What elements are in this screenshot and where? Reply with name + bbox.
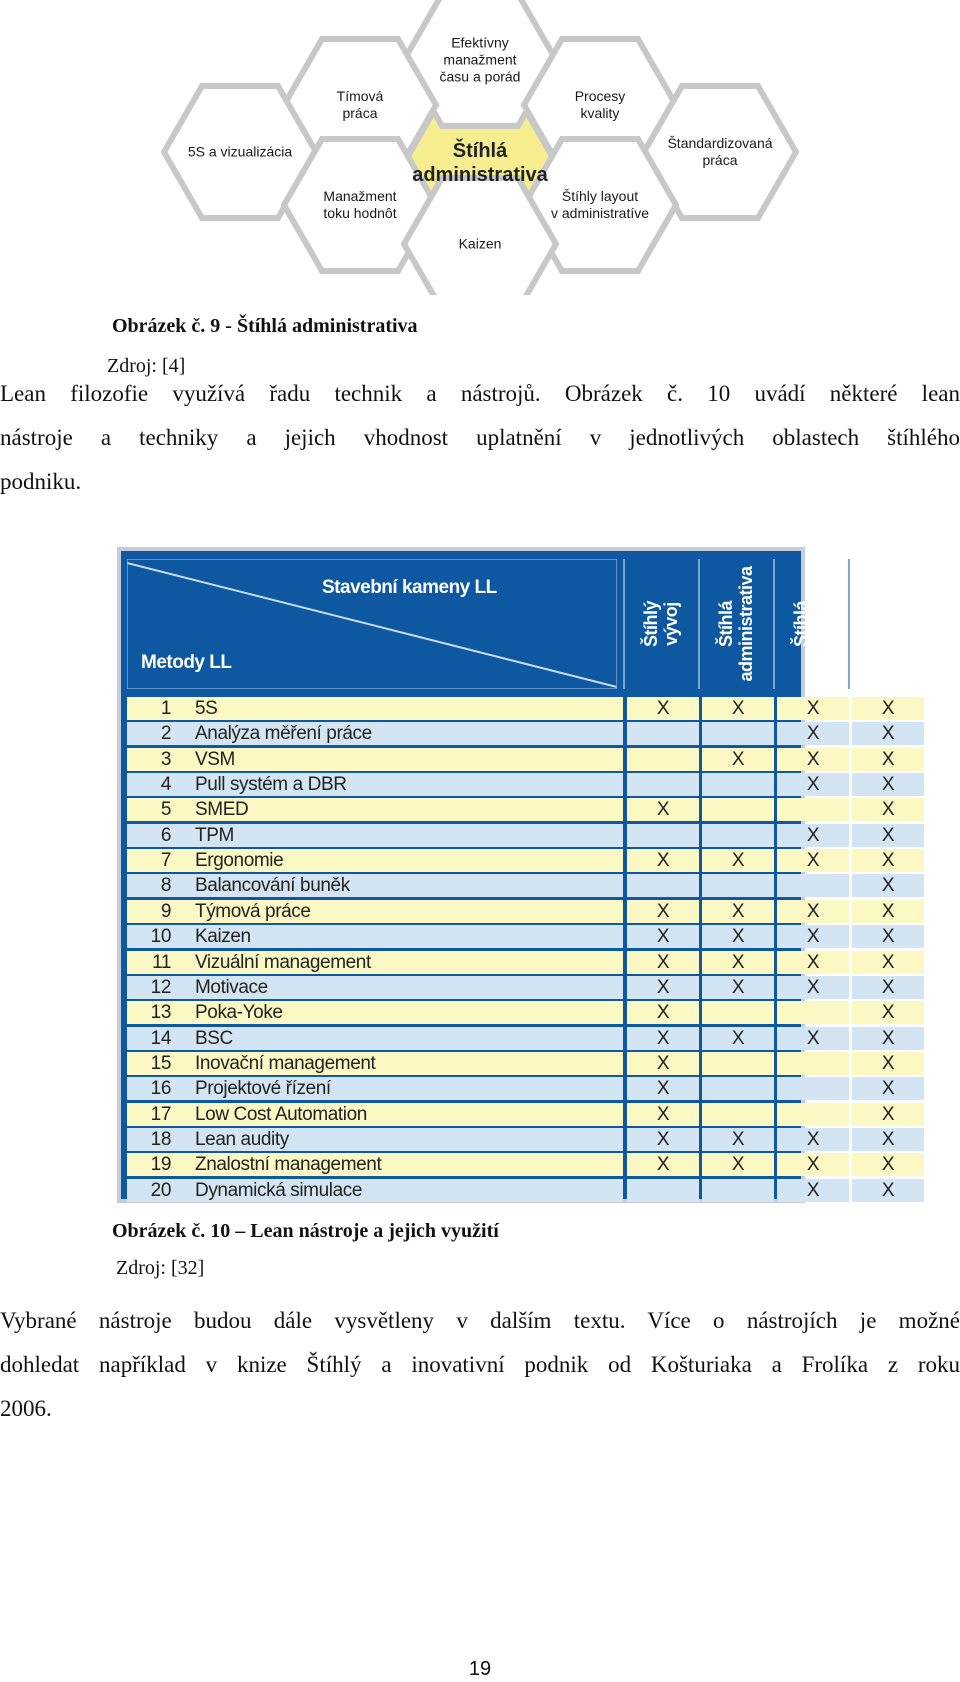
row-mark: X xyxy=(881,976,895,998)
row-mark: X xyxy=(881,1027,895,1049)
figure10-caption: Obrázek č. 10 – Lean nástroje a jejich využití xyxy=(112,1220,499,1242)
row-mark: X xyxy=(806,774,820,796)
row-method-name: 5S xyxy=(195,698,218,719)
row-method-name: Ergonomie xyxy=(195,850,284,872)
table-row xyxy=(127,925,895,950)
row-number: 20 xyxy=(150,1179,171,1201)
table-row xyxy=(127,900,895,925)
row-mark xyxy=(777,1001,849,1024)
row-mark: X xyxy=(806,976,820,998)
row-number: 1 xyxy=(160,698,171,719)
row-mark xyxy=(777,1103,849,1126)
row-mark: X xyxy=(806,951,820,973)
column-header-lean-administration xyxy=(698,559,772,689)
row-method-name: Motivace xyxy=(195,976,268,998)
column-header-lean-logistics xyxy=(773,559,847,689)
row-number: 17 xyxy=(150,1103,171,1125)
table-row xyxy=(127,849,895,874)
page-number: 19 xyxy=(468,1658,492,1680)
row-mark: X xyxy=(881,900,895,922)
row-mark: X xyxy=(806,1179,820,1201)
row-mark: X xyxy=(881,850,895,872)
row-mark: X xyxy=(656,926,670,948)
table-row xyxy=(127,951,895,976)
row-mark: X xyxy=(656,1154,670,1176)
row-number: 12 xyxy=(150,976,171,998)
row-number: 6 xyxy=(160,824,171,846)
row-mark xyxy=(627,722,699,745)
row-mark: X xyxy=(731,926,745,948)
row-mark xyxy=(627,824,699,847)
row-mark: X xyxy=(656,698,670,719)
row-number: 8 xyxy=(160,875,171,897)
paragraph-outro-line: 2006. xyxy=(0,1396,52,1421)
row-mark xyxy=(777,1052,849,1075)
paragraph-intro-line: Lean filozofie využívá řadu technik a nástrojů. Obrázek č. 10 uvádí některé lean xyxy=(0,381,960,406)
row-number: 3 xyxy=(160,748,171,770)
lean-administration-hexagon-diagram xyxy=(120,0,840,295)
row-mark xyxy=(777,874,849,897)
row-mark: X xyxy=(881,748,895,770)
row-mark: X xyxy=(881,799,895,821)
row-mark: X xyxy=(656,1027,670,1049)
row-mark: X xyxy=(731,1128,745,1150)
row-mark xyxy=(702,824,774,847)
row-method-name: Kaizen xyxy=(195,926,251,948)
row-number: 18 xyxy=(150,1128,171,1150)
table-row xyxy=(127,824,895,849)
row-method-name: TPM xyxy=(195,824,234,846)
row-mark: X xyxy=(881,1078,895,1100)
row-mark: X xyxy=(881,774,895,796)
row-mark: X xyxy=(881,1128,895,1150)
row-mark: X xyxy=(656,1052,670,1074)
row-mark: X xyxy=(881,723,895,745)
row-mark: X xyxy=(656,900,670,922)
column-header-lean-development xyxy=(623,559,697,689)
row-mark: X xyxy=(806,748,820,770)
row-mark: X xyxy=(731,900,745,922)
row-mark: X xyxy=(731,976,745,998)
row-mark: X xyxy=(881,1002,895,1024)
row-mark xyxy=(702,798,774,821)
row-mark xyxy=(702,722,774,745)
row-number: 7 xyxy=(160,850,171,872)
paragraph-intro-line: podniku. xyxy=(0,469,82,494)
row-mark: X xyxy=(731,951,745,973)
row-number: 5 xyxy=(160,799,171,821)
table-row xyxy=(127,976,895,1001)
table-row xyxy=(127,748,895,773)
row-number: 4 xyxy=(160,774,171,796)
row-method-name: Lean audity xyxy=(195,1128,289,1150)
row-mark: X xyxy=(806,1154,820,1176)
row-mark: X xyxy=(656,1078,670,1100)
row-mark: X xyxy=(656,799,670,821)
table-row xyxy=(127,1179,895,1204)
row-mark xyxy=(777,798,849,821)
row-mark: X xyxy=(731,748,745,770)
row-method-name: Dynamická simulace xyxy=(195,1179,363,1201)
column-header-lean-production xyxy=(848,559,922,689)
lean-tools-table xyxy=(121,551,906,1201)
row-mark xyxy=(702,1103,774,1126)
row-mark: X xyxy=(731,850,745,872)
row-mark xyxy=(702,1179,774,1202)
row-method-name: VSM xyxy=(195,748,235,770)
hexagon-label-upper-left: Tímová práca xyxy=(336,88,384,121)
row-mark: X xyxy=(656,976,670,998)
row-mark: X xyxy=(806,1027,820,1049)
row-mark: X xyxy=(881,1179,895,1201)
row-mark: X xyxy=(656,1103,670,1125)
row-mark: X xyxy=(881,951,895,973)
row-mark xyxy=(627,874,699,897)
hexagon-label-top: Efektívny manažment času a porád xyxy=(439,34,521,85)
column-header-lean-development-label: Štíhlý vývoj xyxy=(641,600,681,648)
figure10-source: Zdroj: [32] xyxy=(116,1257,205,1279)
row-mark: X xyxy=(881,824,895,846)
row-mark: X xyxy=(731,698,745,719)
hexagon-label-lower-right: Štíhly layout v administratíve xyxy=(550,188,650,221)
paragraph-intro xyxy=(0,372,960,504)
table-row xyxy=(127,1052,895,1077)
row-method-name: Znalostní management xyxy=(195,1154,382,1176)
figure9-caption: Obrázek č. 9 - Štíhlá administrativa xyxy=(112,315,418,337)
row-method-name: BSC xyxy=(195,1027,233,1049)
row-mark: X xyxy=(881,698,895,719)
hexagon-label-lower-left: Manažment toku hodnôt xyxy=(323,188,397,221)
paragraph-outro xyxy=(0,1299,960,1431)
row-number: 10 xyxy=(150,926,171,948)
row-mark: X xyxy=(806,926,820,948)
row-mark xyxy=(702,874,774,897)
paragraph-outro-line: Vybrané nástroje budou dále vysvětleny v dalším textu. Více o nástrojích je možné xyxy=(0,1308,960,1333)
row-mark xyxy=(627,748,699,771)
lean-tools-table-figure xyxy=(117,547,906,1203)
row-mark: X xyxy=(656,1002,670,1024)
row-mark: X xyxy=(806,1128,820,1150)
row-mark xyxy=(627,773,699,796)
row-method-name: Týmová práce xyxy=(195,900,311,922)
row-mark: X xyxy=(806,850,820,872)
row-method-name: Low Cost Automation xyxy=(195,1103,367,1125)
row-mark: X xyxy=(881,926,895,948)
row-method-name: Analýza měření práce xyxy=(195,723,372,745)
row-number: 9 xyxy=(160,900,171,922)
row-number: 15 xyxy=(150,1052,171,1074)
row-method-name: Pull systém a DBR xyxy=(195,774,347,796)
table-row xyxy=(127,697,895,722)
row-number: 16 xyxy=(150,1078,171,1100)
table-row xyxy=(127,1153,895,1178)
row-number: 13 xyxy=(150,1002,171,1024)
row-method-name: Vizuální management xyxy=(195,951,371,973)
row-mark xyxy=(702,1001,774,1024)
row-number: 2 xyxy=(160,723,171,745)
row-mark: X xyxy=(881,1103,895,1125)
column-header-lean-administration-label: Štíhlá administrativa xyxy=(716,566,756,682)
row-number: 11 xyxy=(152,951,171,973)
row-number: 19 xyxy=(150,1154,171,1176)
table-row xyxy=(127,1077,895,1102)
row-mark: X xyxy=(881,875,895,897)
row-mark: X xyxy=(881,1154,895,1176)
row-mark: X xyxy=(881,1052,895,1074)
hexagon-label-upper-right: Procesy kvality xyxy=(574,88,626,121)
row-method-name: Projektové řízení xyxy=(195,1078,331,1100)
row-number: 14 xyxy=(150,1027,171,1049)
row-mark: X xyxy=(656,1128,670,1150)
row-mark xyxy=(702,773,774,796)
hexagon-label-far-left: 5S a vizualizácia xyxy=(187,143,293,160)
header-top-label: Stavební kameny LL xyxy=(322,577,497,598)
table-row xyxy=(127,1128,895,1153)
header-left-label: Metody LL xyxy=(141,652,232,673)
row-mark xyxy=(702,1077,774,1100)
table-row xyxy=(127,722,895,747)
row-mark xyxy=(777,1077,849,1100)
table-header-diagonal-cell xyxy=(127,559,617,689)
row-mark: X xyxy=(806,824,820,846)
row-mark xyxy=(702,1052,774,1075)
table-row xyxy=(127,798,895,823)
table-row xyxy=(127,1027,895,1052)
table-row xyxy=(127,773,895,798)
table-row xyxy=(127,1001,895,1026)
table-row xyxy=(127,874,895,899)
row-mark: X xyxy=(656,850,670,872)
figure9-source: Zdroj: [4] xyxy=(107,355,186,377)
row-method-name: Inovační management xyxy=(195,1052,376,1074)
hexagon-label-center: Štíhlá administrativa xyxy=(412,140,548,186)
row-mark: X xyxy=(806,698,820,719)
row-mark: X xyxy=(731,1027,745,1049)
table-header xyxy=(121,551,906,693)
row-mark: X xyxy=(656,951,670,973)
column-header-lean-logistics-label: Štíhlá logistika xyxy=(791,589,831,659)
row-method-name: Poka-Yoke xyxy=(195,1002,283,1024)
paragraph-outro-line: dohledat například v knize Štíhlý a inovativní podnik od Košturiaka a Frolíka z roku xyxy=(0,1352,960,1377)
column-header-lean-production-label: Štíhlá výroba xyxy=(866,595,906,653)
row-mark xyxy=(627,1179,699,1202)
row-method-name: SMED xyxy=(195,799,249,821)
row-mark: X xyxy=(806,900,820,922)
hexagon-label-far-right: Štandardizovaná práca xyxy=(667,135,773,168)
table-row xyxy=(127,1103,895,1128)
row-mark: X xyxy=(731,1154,745,1176)
row-method-name: Balancování buněk xyxy=(195,875,350,897)
paragraph-intro-line: nástroje a techniky a jejich vhodnost uplatnění v jednotlivých oblastech štíhlého xyxy=(0,425,960,450)
row-mark: X xyxy=(806,723,820,745)
hexagon-label-bottom: Kaizen xyxy=(458,235,502,252)
